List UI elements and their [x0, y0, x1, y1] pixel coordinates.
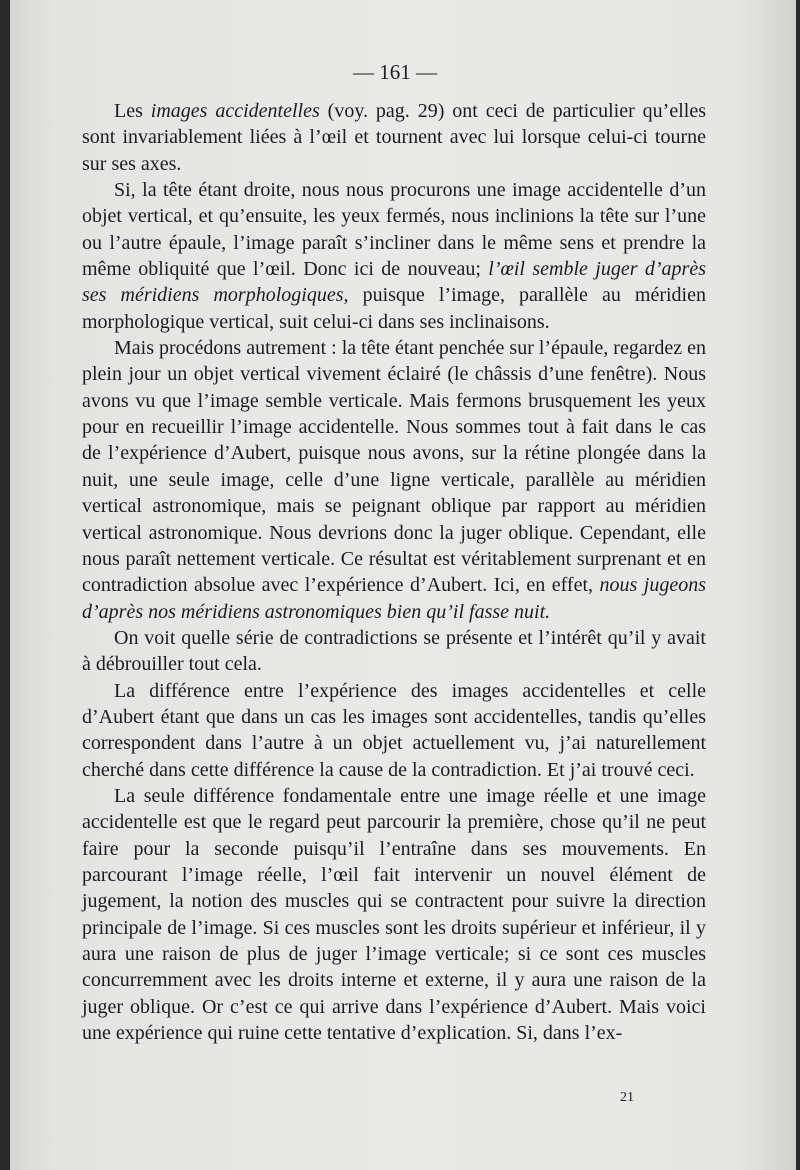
text-span: La seule différence fondamentale entre une image réelle et une image accidentelle est que le regard peut parcourir la première, chose qu’il ne peut faire pour la seconde puisqu’il l’entraîne dans ses mouvements. En parcourant l’image réelle, l’œil fait intervenir un nouvel élément de jugement, la notion des muscles qui se contractent pour suivre la direction principale de l’image. Si ces muscles sont les droits supérieur et inférieur, il y aura une raison de plus de juger l’image verticale; si ce sont ces muscles concurremment avec les droits interne et externe, il y aura une raison de la juger oblique. Or c’est ce qui arrive dans l’expérience d’Aubert. Mais voici une expérience qui ruine cette tentative d’explication. Si, dans l’ex- — [82, 784, 706, 1045]
page-number: — 161 — — [353, 60, 437, 84]
body-text — [82, 98, 706, 1046]
paragraph — [82, 177, 706, 335]
text-span: Si, la tête étant droite, nous nous procurons une image accidentelle d’un objet vertical, et qu’ensuite, les yeux fermés, nous inclinions la tête sur l’une ou l’autre épaule, l’image paraît s’incliner dans le même sens et prendre la même obliquité que l’œil. Donc ici de nouveau; — [82, 179, 706, 281]
paragraph — [82, 678, 706, 783]
italic-text: l’œil semble juger d’après ses méridiens morphologiques, — [82, 258, 706, 307]
paragraph — [82, 625, 706, 678]
text-span: puisque l’image, parallèle au méridien morphologique vertical, suit celui-ci dans ses inclinaisons. — [82, 284, 706, 333]
text-span: La différence entre l’expérience des images accidentelles et celle d’Aubert étant que dans un cas les images sont accidentelles, tandis qu’elles correspondent dans l’autre à un objet actuellement vu, j’ai naturellement cherché dans cette différence la cause de la contradiction. Et j’ai trouvé ceci. — [82, 679, 706, 781]
text-span: On voit quelle série de contradictions se présente et l’intérêt qu’il y avait à débrouiller tout cela. — [82, 626, 706, 676]
text-span: Les — [114, 100, 151, 122]
paragraph — [82, 335, 706, 625]
book-page — [10, 0, 796, 1170]
italic-text: images accidentelles — [150, 100, 320, 122]
signature-mark: 21 — [620, 1090, 634, 1105]
paragraph — [82, 783, 706, 1046]
text-span: (voy. pag. 29) ont ceci de particulier qu’elles sont invariablement liées à l’œil et tournent avec lui lorsque celui-ci tourne sur ses axes. — [82, 100, 706, 175]
italic-text: nous jugeons d’après nos méridiens astronomiques bien qu’il fasse nuit. — [82, 574, 706, 623]
text-span: Mais procédons autrement : la tête étant penchée sur l’épaule, regardez en plein jour un objet vertical vivement éclairé (le châssis d’une fenêtre). Nous avons vu que l’image semble verticale. Mais fermons brusquement les yeux pour en recueillir l’image accidentelle. Nous sommes tout à fait dans le cas de l’expérience d’Aubert, puisque nous avons, sur la rétine plongée dans la nuit, une seule image, celle d’une ligne verticale, parallèle au méridien vertical astronomique, mais se peignant oblique par rapport au méridien vertical astronomique. Nous devrions donc la juger oblique. Cependant, elle nous paraît nettement verticale. Ce résultat est véritablement surprenant et en contradiction absolue avec l’expérience d’Aubert. Ici, en effet, — [82, 337, 706, 597]
paragraph — [82, 98, 706, 177]
